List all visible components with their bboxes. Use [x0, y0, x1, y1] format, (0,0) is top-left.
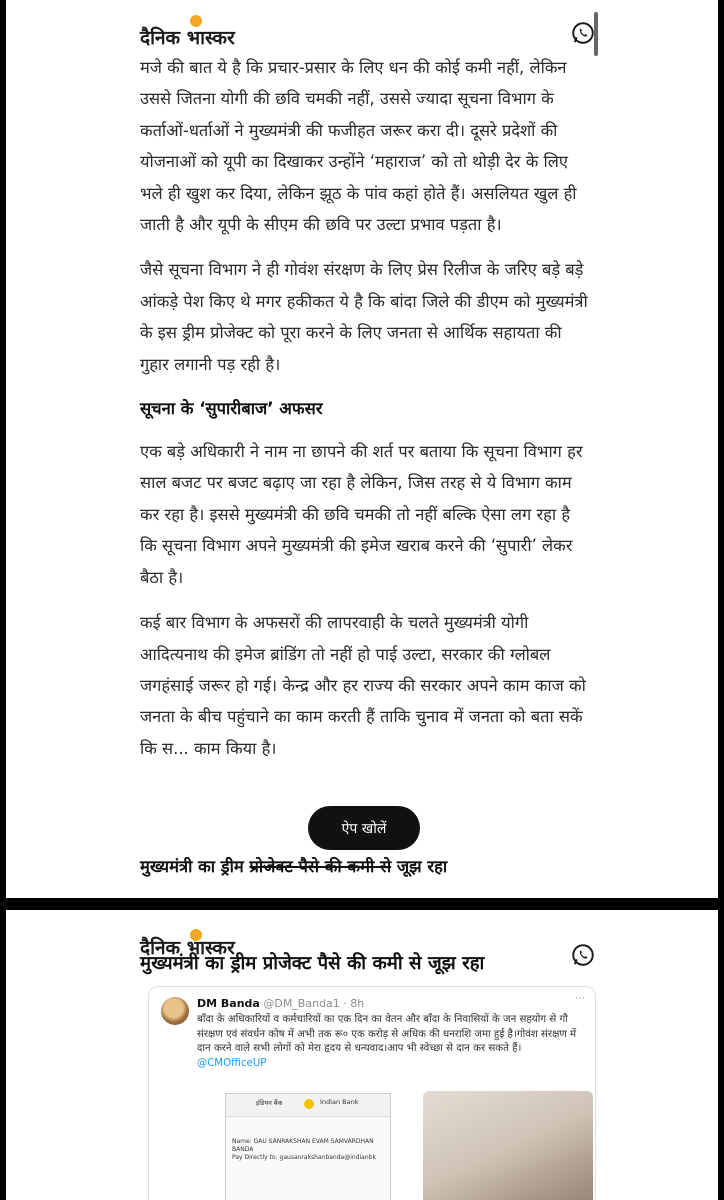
- article-headline: मुख्यमंत्री का ड्रीम प्रोजेक्ट पैसे की कमी से जूझ रहा: [140, 953, 485, 974]
- avatar[interactable]: [161, 997, 189, 1025]
- embedded-tweet[interactable]: [148, 986, 596, 1200]
- site-logo[interactable]: दैनिक भास्कर: [140, 937, 235, 959]
- account-name: Name: GAU SANRAKSHAN EVAM SAMVARDHAN BANDA: [232, 1138, 374, 1153]
- cut-off-heading: [140, 854, 447, 877]
- heading-part: जूझ रहा: [391, 857, 448, 876]
- bank-logo-strip: [226, 1094, 390, 1117]
- paragraph: जैसे सूचना विभाग ने ही गोवंश संरक्षण के लिए प्रेस रिलीज के जरिए बड़े बड़े आंकड़े पेश किए थे मगर हकीकत ये है कि बांदा जिले की डीएम को मुख्यमंत्री के इस ड्रीम प्रोजेक्ट को पूरा करने के लिए जनता से आर्थिक सहायता की गुहार लगानी पड़ रही है।: [140, 260, 588, 374]
- bank-details-image[interactable]: [225, 1093, 391, 1200]
- scrollbar[interactable]: [594, 12, 598, 56]
- tweet-author-name: DM Banda: [197, 997, 260, 1010]
- tweet-author[interactable]: [197, 997, 364, 1010]
- heading-part: मुख्यमंत्री का ड्रीम: [140, 857, 250, 876]
- section-subheading: सूचना के ‘सुपारीबाज’ अफसर: [140, 399, 323, 419]
- tweet-photo[interactable]: [423, 1091, 593, 1200]
- account-upi: Pay Directly to: gausanrakshanbanda@indianbk: [232, 1154, 376, 1161]
- article-screenshot-bottom: [6, 910, 718, 1200]
- site-header: [128, 0, 600, 52]
- tweet-body: बाँदा के अधिकारियों व कर्मचारियों का एक दिन का वेतन और बाँदा के निवासियों के जन सहयोग से गौ संरक्षण एवं संवर्धन कोष में अभी तक रू० एक करोड़ से अधिक की धनराशि जमा हुई है।गोवंश संरक्षण में दान करने वाले सभी लोगों को मेरा हृदय से धन्यवाद।आप भी स्वेच्छा से दान कर सकते हैं।: [197, 1014, 577, 1054]
- paragraph: मजे की बात ये है कि प्रचार-प्रसार के लिए धन की कोई कमी नहीं, लेकिन उससे जितना योगी की छवि चमकी नहीं, उससे ज्यादा सूचना विभाग के कर्ताओं-धर्ताओं ने मुख्यमंत्री की फजीहत जरूर करा दी। दूसरे प्रदेशों की योजनाओं को यूपी का दिखाकर उन्होंने ‘महाराज’ को तो थोड़ी देर के लिए भले ही खुश कर दिया, लेकिन झूठ के पांव कहां होते हैं। असलियत खुल ही जाती है और यूपी के सीएम की छवि पर उल्टा प्रभाव पड़ता है।: [140, 58, 577, 235]
- tweet-text: [197, 1013, 589, 1071]
- account-details: [232, 1138, 386, 1162]
- article-content: [128, 910, 600, 1200]
- article-body: [128, 52, 600, 764]
- whatsapp-share-icon[interactable]: [570, 942, 596, 968]
- bank-name-hindi: इंडियन बैंक: [256, 1099, 283, 1107]
- heading-part-struck: प्रोजेक्ट पैसे की कमी से: [249, 857, 392, 876]
- article-content: [128, 0, 600, 778]
- bank-logo-icon: [304, 1099, 314, 1109]
- paragraph: एक बड़े अधिकारी ने नाम ना छापने की शर्त पर बताया कि सूचना विभाग हर साल बजट पर बजट बढ़ाए जा रहा है लेकिन, जिस तरह से ये विभाग काम कर रहा है। इससे मुख्यमंत्री की छवि चमकी तो नहीं बल्कि ऐसा लग रहा है कि सूचना विभाग अपने मुख्यमंत्री की इमेज खराब करने की ‘सुपारी’ लेकर बैठा है।: [140, 442, 583, 587]
- paragraph: कई बार विभाग के अफसरों की लापरवाही के चलते मुख्यमंत्री योगी आदित्यनाथ की इमेज ब्रांडिंग तो नहीं हो पाई उल्टा, सरकार की ग्लोबल जगहंसाई जरूर हो गई। केन्द्र और हर राज्य की सरकार अपने काम काज को जनता के बीच पहुंचाने का काम करती हैं ताकि चुनाव में जनता को बता सकें कि स... काम किया है।: [140, 613, 586, 758]
- mention-link[interactable]: @CMOfficeUP: [197, 1057, 267, 1069]
- article-screenshot-top: [6, 0, 718, 898]
- chevron-down-icon[interactable]: ⋯: [575, 993, 585, 1004]
- open-app-button[interactable]: ऐप खोलें: [308, 806, 420, 850]
- whatsapp-share-icon[interactable]: [570, 20, 596, 46]
- bank-name-english: Indian Bank: [320, 1098, 359, 1106]
- site-logo[interactable]: दैनिक भास्कर: [140, 27, 235, 49]
- tweet-handle: @DM_Banda1 · 8h: [263, 997, 365, 1010]
